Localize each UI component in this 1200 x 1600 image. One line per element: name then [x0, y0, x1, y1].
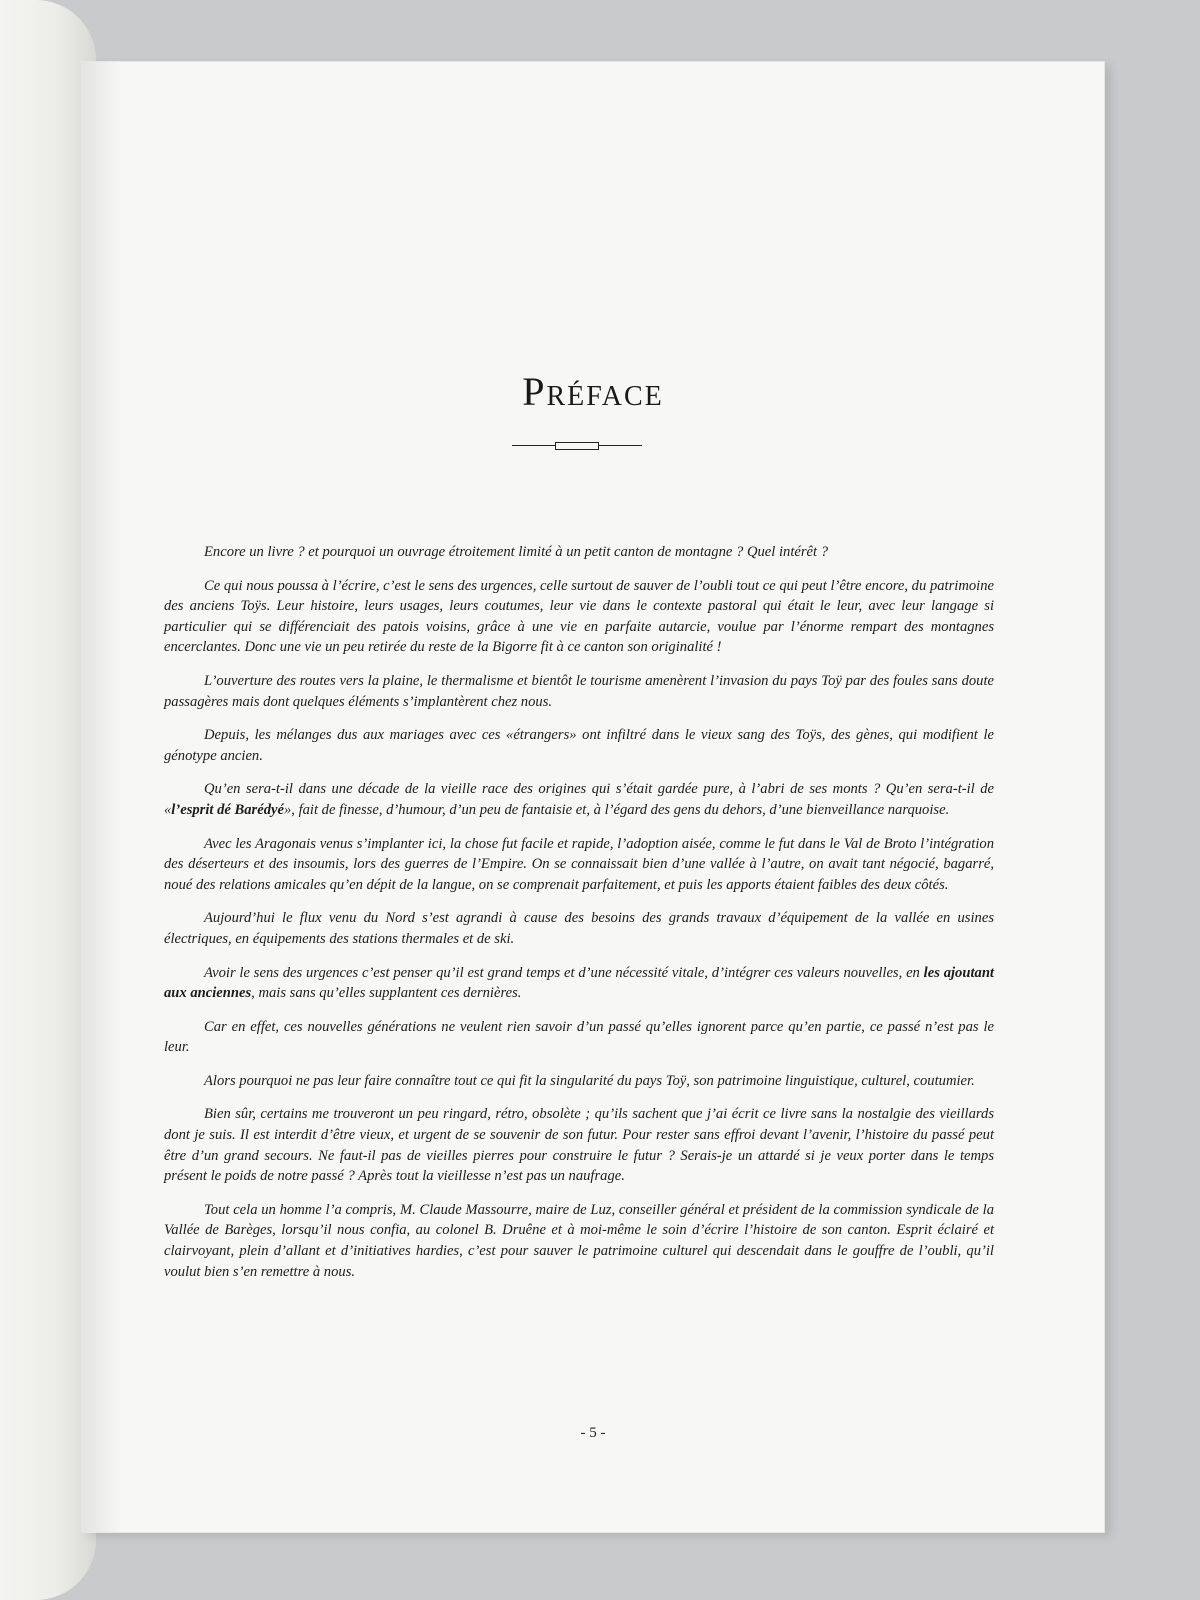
body-text [164, 542, 994, 1295]
paragraph: Car en effet, ces nouvelles générations ne veulent rien savoir d’un passé qu’elles ignorent parce qu’en partie, ce passé n’est pas le leur. [164, 1018, 994, 1056]
paragraph: Avoir le sens des urgences c’est penser qu’il est grand temps et d’une nécessité vitale, d’intégrer ces valeurs nouvelles, en les ajoutant aux anciennes, mais sans qu’elles supplantent ces dernières. [164, 964, 994, 1002]
page [82, 62, 1104, 1532]
paragraph: Qu’en sera-t-il dans une décade de la vieille race des origines qui s’était gardée pure, à l’abri de ses monts ? Qu’en sera-t-il de «l’esprit dé Barédyé», fait de finesse, d’humour, d’un peu de fantaisie et, à l’égard des gens du dehors, d’une bienveillance narquoise. [164, 781, 994, 818]
title-ornament [512, 442, 642, 450]
page-number: - 5 - [580, 1425, 606, 1441]
paragraph: Aujourd’hui le flux venu du Nord s’est agrandi à cause des besoins des grands travaux d’équipement de la vallée en usines électriques, en équipements des stations thermales et de ski. [164, 910, 994, 947]
paragraph: Depuis, les mélanges dus aux mariages avec ces «étrangers» ont infiltré dans le vieux sang des Toÿs, des gènes, qui modifient le génotype ancien. [164, 727, 994, 764]
paragraph: Alors pourquoi ne pas leur faire connaître tout ce qui fit la singularité du pays Toÿ, son patrimoine linguistique, culturel, coutumier. [204, 1072, 975, 1089]
paragraph: Encore un livre ? et pourquoi un ouvrage étroitement limité à un petit canton de montagne ? Quel intérêt ? [204, 544, 829, 560]
emphasis: les ajoutant aux anciennes [164, 964, 994, 1002]
paragraph: Ce qui nous poussa à l’écrire, c’est le sens des urgences, celle surtout de sauver de l’oubli tout ce qui peut l’être encore, du patrimoine des anciens Toÿs. Leur histoire, leurs usages, leurs coutumes, leur vie dans le contexte pastoral qui était le leur, avec leur langage si particulier qui se différenciait des patois voisins, grâce à une vie en parfaite autarcie, voulue par l’énorme rempart des montagnes encerclantes. Donc une vie un peu retirée du reste de la Bigorre fit à ce canton son originalité ! [164, 577, 994, 656]
paragraph: Avec les Aragonais venus s’implanter ici, la chose fut facile et rapide, l’adoption aisée, comme le fut dans le Val de Broto l’intégration des déserteurs et des insoumis, lors des guerres de l’Empire. On se connaissait bien d’une vallée à l’autre, on avait tant négocié, bagarré, noué des relations amicales qu’en dépit de la langue, on se comprenait parfaitement, et puis les apports étaient faibles des deux côtés. [164, 835, 994, 893]
paragraph: Tout cela un homme l’a compris, M. Claude Massourre, maire de Luz, conseiller général et président de la commission syndicale de la Vallée de Barèges, lorsqu’il nous confia, au colonel B. Druêne et à moi-même le soin d’écrire l’histoire de son canton. Esprit éclairé et clairvoyant, plein d’allant et d’initiatives hardies, c’est pour sauver le patrimoine culturel qui descendait dans le gouffre de l’oubli, qu’il voulut bien s’en remettre à nous. [164, 1201, 994, 1280]
paragraph: Bien sûr, certains me trouveront un peu ringard, rétro, obsolète ; qu’ils sachent que j’ai écrit ce livre sans la nostalgie des vieillards dont je suis. Il est interdit d’être vieux, et urgent de se souvenir de son futur. Pour rester sans effroi devant l’avenir, l’histoire du passé peut être d’un grand secours. Ne faut-il pas de vieilles pierres pour construire le futur ? Serais-je un attardé si je veux porter dans le temps présent le poids de notre passé ? Après tout la vieillesse n’est pas un naufrage. [164, 1106, 994, 1185]
emphasis: l’esprit dé Barédyé [171, 801, 284, 818]
page-title: Préface [522, 369, 664, 414]
paragraph: L’ouverture des routes vers la plaine, le thermalisme et bientôt le tourisme amenèrent l’invasion du pays Toÿ par des foules sans doute passagères mais dont quelques éléments s’implantèrent chez nous. [164, 672, 994, 710]
